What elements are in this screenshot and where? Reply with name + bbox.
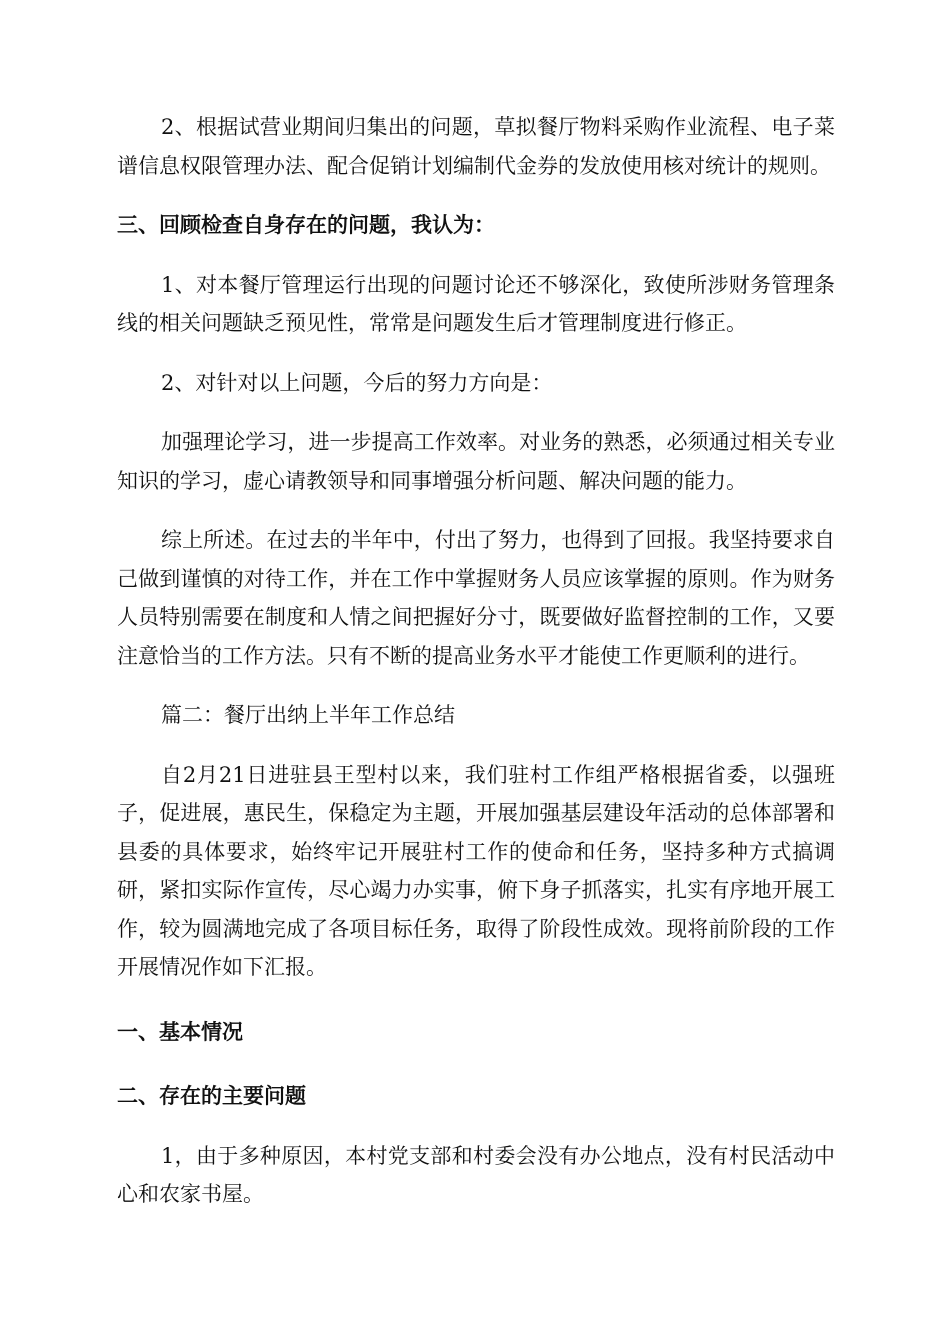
paragraph-article-two-title: 篇二：餐厅出纳上半年工作总结: [161, 703, 455, 727]
heading-basic-situation: 一、基本情况: [117, 1018, 243, 1044]
paragraph-no-office: 1，由于多种原因，本村党支部和村委会没有办公地点，没有村民活动中心和农家书屋。: [117, 1143, 835, 1206]
heading-main-problems: 二、存在的主要问题: [117, 1083, 306, 1108]
paragraph-theory-study: 加强理论学习，进一步提高工作效率。对业务的熟悉，必须通过相关专业知识的学习，虚心请教领导和同事增强分析问题、解决问题的能力。: [117, 430, 835, 493]
document-page: [117, 108, 835, 1214]
paragraph-procurement-rules: 2、根据试营业期间归集出的问题，草拟餐厅物料采购作业流程、电子菜谱信息权限管理办法、配合促销计划编制代金券的发放使用核对统计的规则。: [117, 115, 835, 178]
paragraph-improvement-direction: 2、对针对以上问题，今后的努力方向是：: [161, 370, 553, 395]
paragraph-village-work-report: 自2月21日进驻县王型村以来，我们驻村工作组严格根据省委，以强班子，促进展，惠民生，保稳定为主题，开展加强基层建设年活动的总体部署和县委的具体要求，始终牢记开展驻村工作的使命和任务，坚持多种方式搞调研，紧扣实际作宣传，尽心竭力办实事，俯下身子抓落实，扎实有序地开展工作，较为圆满地完成了各项目标任务，取得了阶段性成效。现将前阶段的工作开展情况作如下汇报。: [117, 762, 835, 979]
paragraph-problem-discussion: 1、对本餐厅管理运行出现的问题讨论还不够深化，致使所涉财务管理条线的相关问题缺乏预见性，常常是问题发生后才管理制度进行修正。: [117, 272, 835, 335]
paragraph-summary: 综上所述。在过去的半年中，付出了努力，也得到了回报。我坚持要求自己做到谨慎的对待工作，并在工作中掌握财务人员应该掌握的原则。作为财务人员特别需要在制度和人情之间把握好分寸，既要做好监督控制的工作，又要注意恰当的工作方法。只有不断的提高业务水平才能使工作更顺利的进行。: [117, 528, 835, 668]
heading-self-review: 三、回顾检查自身存在的问题，我认为：: [117, 212, 495, 237]
